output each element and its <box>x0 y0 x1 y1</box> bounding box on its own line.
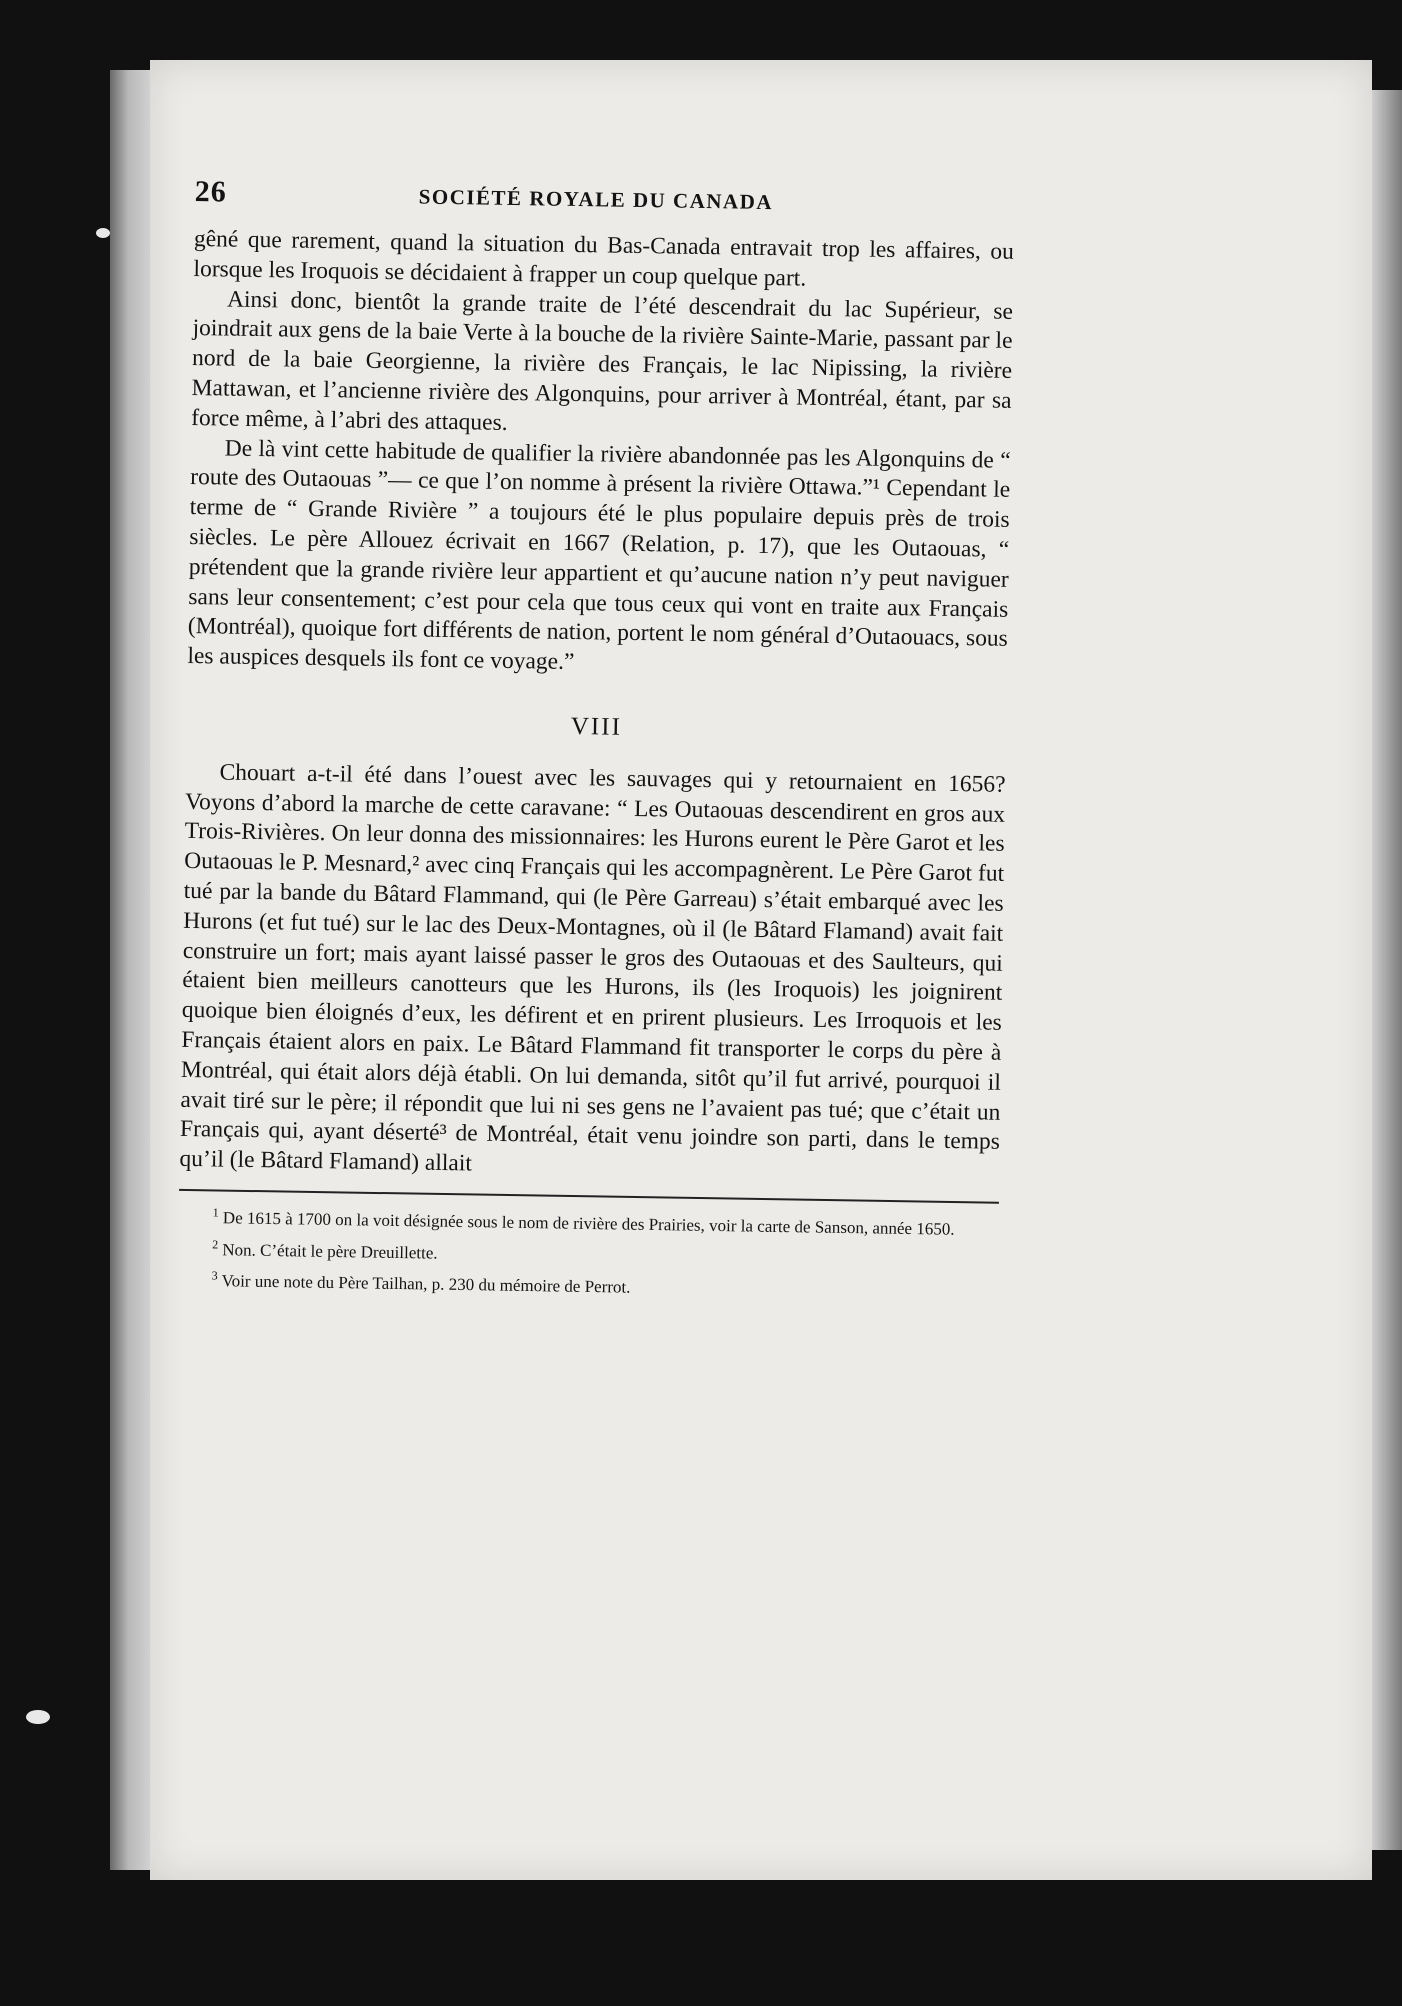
footnote-text: Voir une note du Père Tailhan, p. 230 du mémoire de Perrot. <box>221 1271 631 1297</box>
footnote-mark: 2 <box>212 1236 219 1252</box>
paragraph: De là vint cette habitude de qualifier la rivière abandonnée pas les Algonquins de “ route des Outaouas ”— ce que l’on nomme à présent la rivière Ottawa.”¹ Cependant le terme de “ Grande Rivière ” a toujours été le plus populaire depuis près de trois siècles. Le père Allouez écrivait en 1667 (Relation, p. 17), que les Outaouas, “ prétendent que la grande rivière leur appartient et qu’aucune nation n’y peut naviguer sans leur consentement; c’est pour cela que tous ceux qui vont en traite aux Français (Montréal), quoique fort différents de nation, portent le nom général d’Outaouacs, sous les auspices desquels ils font ce voyage.” <box>187 435 1011 676</box>
running-title: SOCIÉTÉ ROYALE DU CANADA <box>418 184 774 215</box>
dust-speck <box>96 228 110 238</box>
page-content <box>177 175 1014 1307</box>
page-number: 26 <box>194 175 227 209</box>
footnote-mark: 1 <box>212 1205 219 1220</box>
footnotes <box>177 1199 998 1307</box>
body-text <box>179 225 1014 1188</box>
dust-speck <box>26 1710 50 1724</box>
paragraph: Ainsi donc, bientôt la grande traite de l’été descendrait du lac Supérieur, se joindrait aux gens de la baie Verte à la bouche de la rivière Sainte-Marie, passant par le nord de la baie Georgienne, la rivière des Français, le lac Nipissing, la rivière Mattawan, et l’ancienne rivière des Algonquins, pour arriver à Montréal, étant, par sa force même, à l’abri des attaques. <box>190 286 1014 436</box>
footnote-text: Non. C’était le père Dreuillette. <box>222 1239 438 1263</box>
paragraph: Chouart a-t-il été dans l’ouest avec les sauvages qui y retournaient en 1656? Voyons d’abord la marche de cette caravane: “ Les Outaouas descendirent en gros aux Trois-Rivières. On leur donna des missionnaires: les Hurons eurent le Père Garot et les Outaouas le P. Mesnard,² avec cinq Français qui les accompagnèrent. Le Père Garot fut tué par la bande du Bâtard Flammand, qui (le Père Garreau) s’était embarqué avec les Hurons (et fut tué) sur le lac des Deux-Montagnes, où il (le Bâtard Flamand) avait fait construire un fort; mais ayant laissé passer le gros des Outaouas et des Saulteurs, qui étaient bien meilleurs canotteurs que les Hurons, ils (les Iroquois) les joignirent quoique bien éloignés d’eux, les défirent et en prirent plusieurs. Les Irroquois et les Français étaient alors en paix. Le Bâtard Flammand fit transporter le corps du père à Montréal, qui était alors déjà établi. On lui demanda, sitôt qu’il fut arrivé, pourquoi il avait tiré sur le père; il répondit que lui ni ses gens ne l’avaient pas tué; que c’était un Français qui, ayant déserté³ de Montréal, était venu joindre son parti, dans le temps qu’il (le Bâtard Flamand) allait <box>179 759 1006 1177</box>
paragraph-continued: gêné que rarement, quand la situation du Bas-Canada entravait trop les affaires, ou lorsque les Iroquois se décidaient à frapper un coup quelque part. <box>193 225 1015 292</box>
section-heading: VIII <box>570 712 623 741</box>
footnote-text: De 1615 à 1700 on la voit désignée sous le nom de rivière des Prairies, voir la carte de Sanson, année 1650. <box>222 1208 955 1239</box>
footnote-mark: 3 <box>211 1268 218 1283</box>
right-book-binding <box>1372 90 1402 1850</box>
